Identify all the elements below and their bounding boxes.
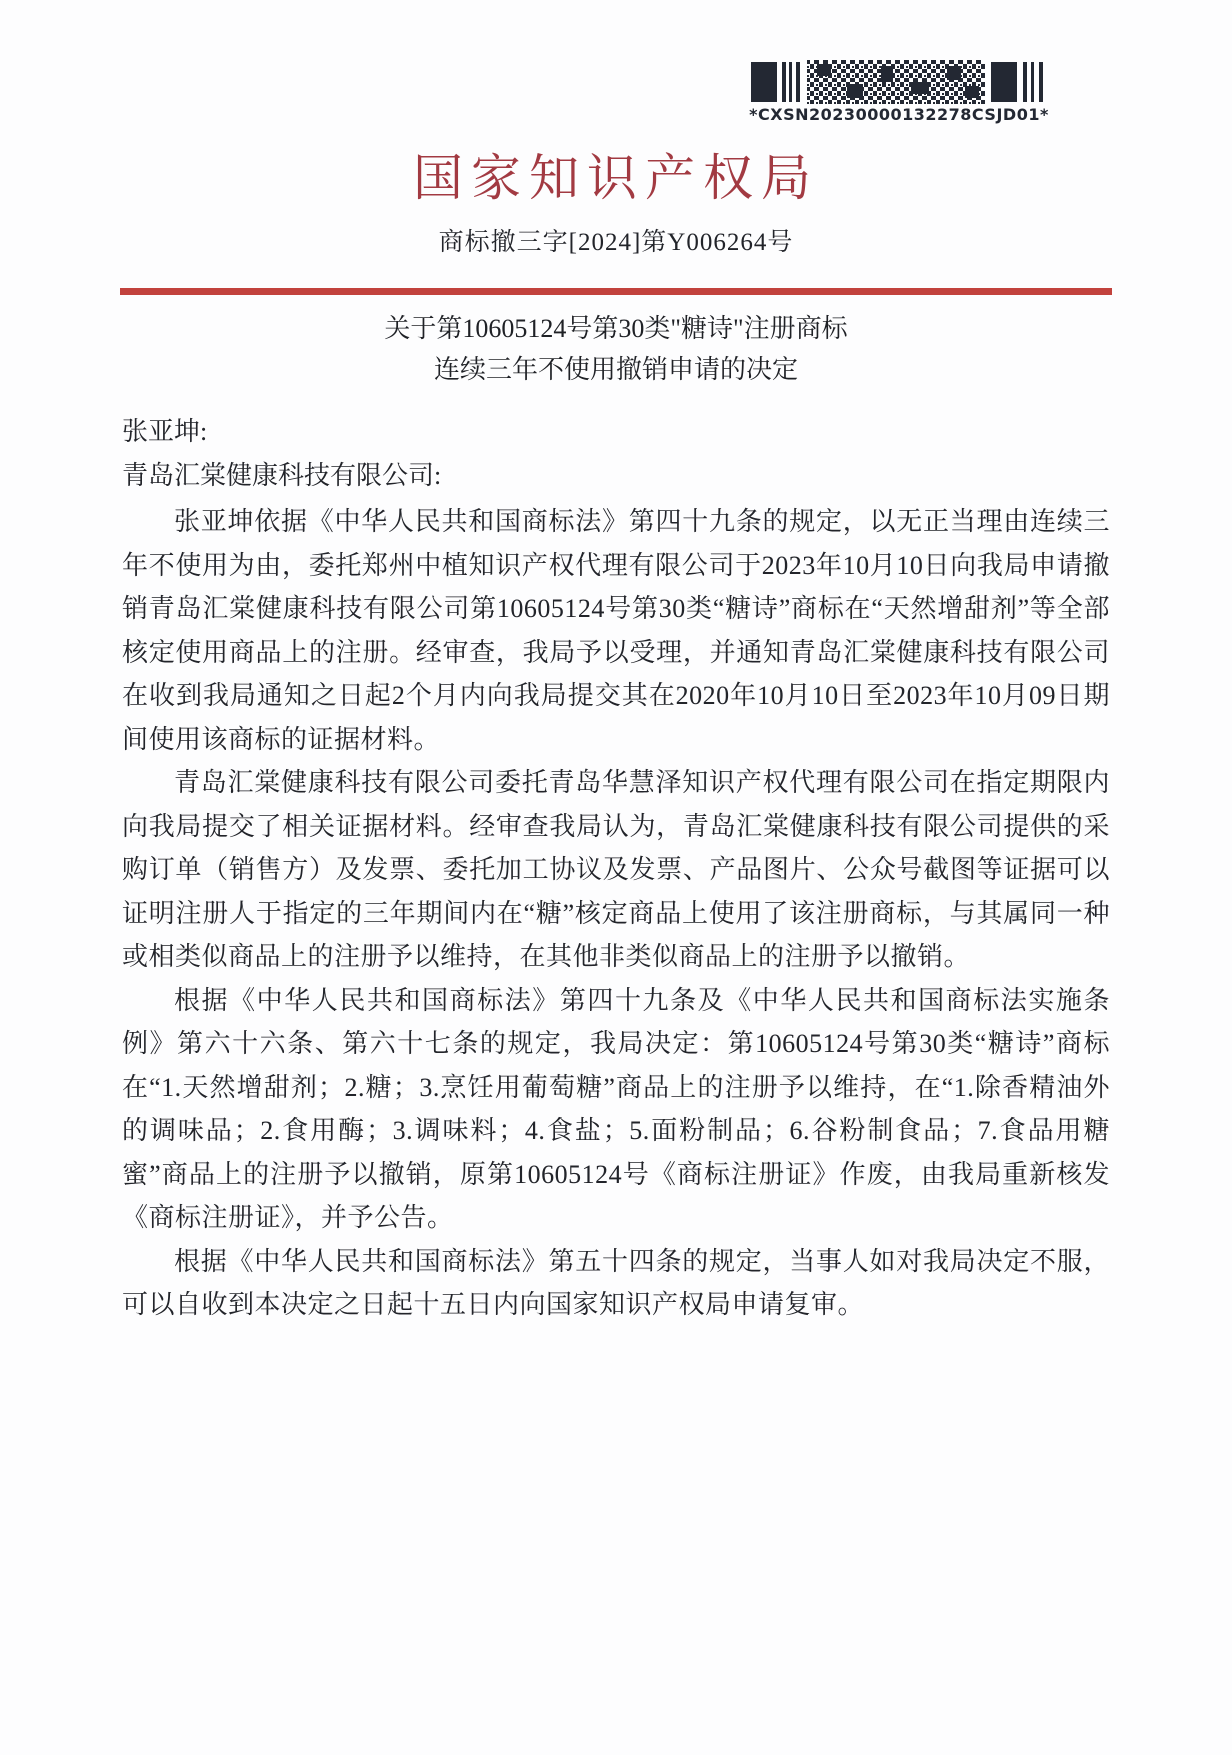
paragraph-application: 张亚坤依据《中华人民共和国商标法》第四十九条的规定，以无正当理由连续三年不使用为由，委托郑州中植知识产权代理有限公司于2023年10月10日向我局申请撤销青岛汇棠健康科技有限公司第10605124号第30类“糖诗”商标在“天然增甜剂”等全部核定使用商品上的注册。经审查，我局予以受理，并通知青岛汇棠健康科技有限公司在收到我局通知之日起2个月内向我局提交其在2020年10月10日至2023年10月09日期间使用该商标的证据材料。 <box>122 507 1110 754</box>
decision-title-line1: 关于第10605124号第30类"糖诗"注册商标 <box>384 314 848 343</box>
agency-title: 国家知识产权局 <box>413 150 819 206</box>
addressee-block <box>122 410 1110 498</box>
paragraph-evidence: 青岛汇棠健康科技有限公司委托青岛华慧泽知识产权代理有限公司在指定期限内向我局提交了相关证据材料。经审查我局认为，青岛汇棠健康科技有限公司提供的采购订单（销售方）及发票、委托加工协议及发票、产品图片、公众号截图等证据可以证明注册人于指定的三年期间内在“糖”核定商品上使用了该注册商标，与其属同一种或相类似商品上的注册予以维持，在其他非类似商品上的注册予以撤销。 <box>122 768 1110 971</box>
barcode-image <box>751 60 1047 104</box>
addressee-person: 张亚坤: <box>122 417 208 446</box>
doc-number: 商标撤三字[2024]第Y006264号 <box>438 229 794 256</box>
paragraph-decision: 根据《中华人民共和国商标法》第四十九条及《中华人民共和国商标法实施条例》第六十六条、第六十七条的规定，我局决定：第10605124号第30类“糖诗”商标在“1.天然增甜剂；2.糖；3.烹饪用葡萄糖”商品上的注册予以维持，在“1.除香精油外的调味品；2.食用酶；3.调味料；4.食盐；5.面粉制品；6.谷粉制食品；7.食品用糖蜜”商品上的注册予以撤销，原第10605124号《商标注册证》作废，由我局重新核发《商标注册证》，并予公告。 <box>122 985 1110 1232</box>
barcode-block <box>748 0 1050 124</box>
paragraph-review-rights: 根据《中华人民共和国商标法》第五十四条的规定，当事人如对我局决定不服，可以自收到本决定之日起十五日内向国家知识产权局申请复审。 <box>122 1246 1110 1319</box>
addressee-company: 青岛汇棠健康科技有限公司: <box>122 461 442 490</box>
barcode-text: *CXSN20230000132278CSJD01* <box>749 105 1049 124</box>
decision-title <box>122 308 1110 390</box>
decision-body <box>122 500 1110 1327</box>
decision-title-line2: 连续三年不使用撤销申请的决定 <box>433 355 798 384</box>
red-divider <box>120 288 1112 295</box>
